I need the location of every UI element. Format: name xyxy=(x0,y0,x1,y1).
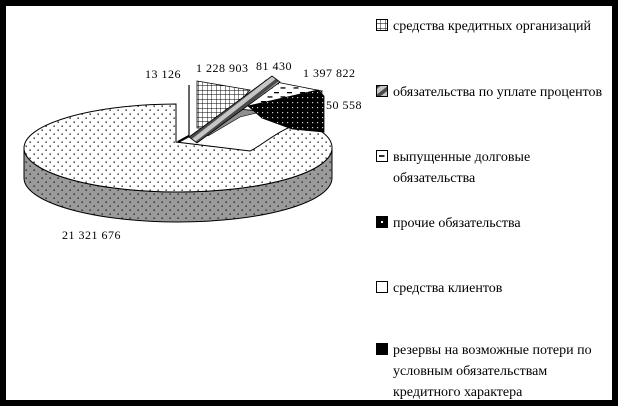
legend-label-reserves: резервы на возможные потери по условным обязательствам кредитного характера xyxy=(393,343,592,400)
legend-item-debt-securities xyxy=(376,147,608,189)
legend-swatch-black-dot-icon xyxy=(376,216,388,228)
legend xyxy=(6,6,612,400)
legend-label-debt-securities: выпущенные долговые обязательства xyxy=(393,150,531,186)
legend-swatch-crosshatch-icon xyxy=(376,19,388,31)
value-label-debt-securities: 1 397 822 xyxy=(303,66,356,80)
legend-label-clients: средства клиентов xyxy=(393,281,503,296)
value-label-interest: 81 430 xyxy=(256,59,292,73)
legend-item-credit-orgs xyxy=(376,16,608,37)
legend-item-clients xyxy=(376,278,608,299)
legend-label-interest: обязательства по уплате процентов xyxy=(393,85,603,100)
legend-item-reserves xyxy=(376,340,608,403)
legend-swatch-white-icon xyxy=(376,281,388,293)
value-label-reserves: 13 126 xyxy=(145,67,181,81)
legend-label-other: прочие обязательства xyxy=(393,216,521,231)
legend-item-other xyxy=(376,213,608,234)
value-label-clients: 21 321 676 xyxy=(62,228,121,242)
legend-label-credit-orgs: средства кредитных организаций xyxy=(393,19,591,34)
legend-swatch-dash-icon xyxy=(376,150,388,162)
value-label-credit-orgs: 1 228 903 xyxy=(196,61,249,75)
legend-item-interest xyxy=(376,82,608,103)
legend-swatch-solid-black-icon xyxy=(376,343,388,355)
value-label-other: 50 558 xyxy=(326,98,362,112)
legend-swatch-diagonal-icon xyxy=(376,85,388,97)
